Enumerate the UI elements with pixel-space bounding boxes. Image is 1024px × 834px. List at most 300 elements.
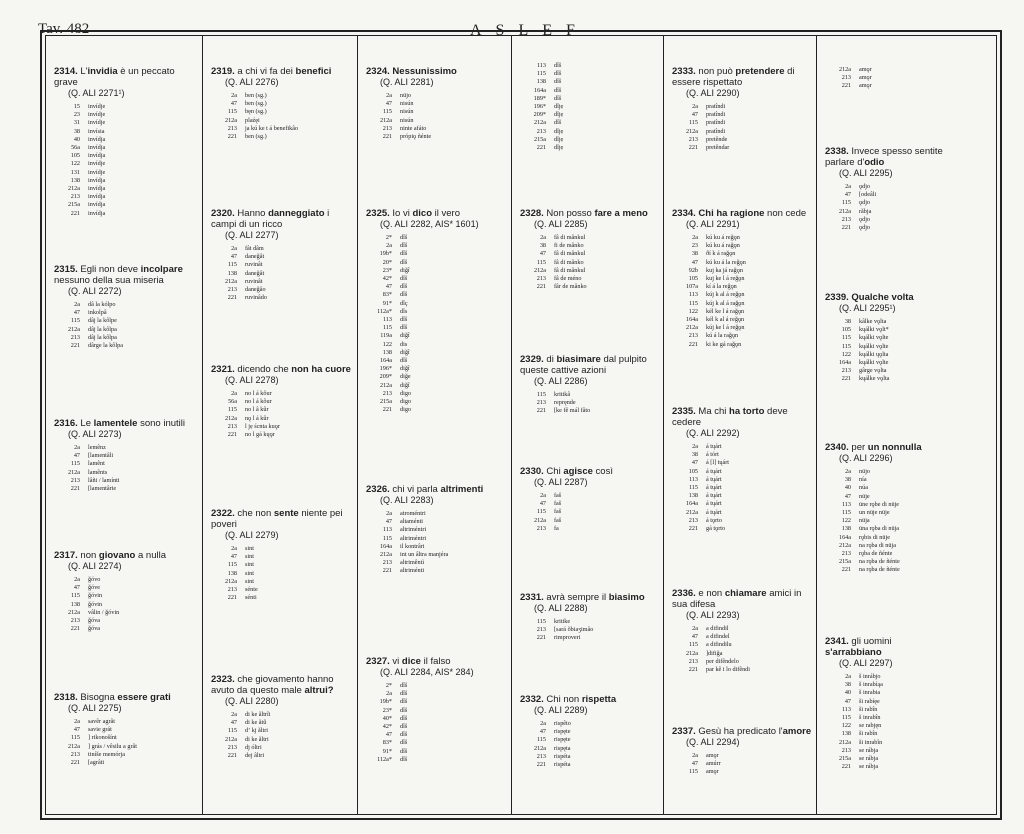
entry-title [54, 418, 198, 429]
survey-point: 2a [540, 234, 546, 241]
form-row [370, 526, 507, 534]
entry-prompt-text: amici in sua difesa [672, 588, 802, 610]
dialect-form: ǫdjo [859, 199, 871, 207]
survey-point: 115 [382, 108, 392, 116]
form-row [676, 332, 812, 340]
form-row [676, 525, 812, 533]
dialect-form: [lamentârie [88, 485, 117, 493]
form-row [829, 534, 950, 542]
dialect-form: nisún [400, 100, 414, 108]
survey-point: 212a [533, 119, 546, 127]
survey-point: 221 [841, 566, 851, 574]
survey-point: 2a [74, 444, 80, 451]
entry-number: 2328. [520, 208, 547, 219]
page-frame-inner [45, 35, 997, 815]
entry-prompt-text: niente pei poveri [211, 508, 343, 530]
survey-point: 213 [688, 657, 698, 665]
form-row [524, 500, 659, 508]
dialect-form: dîš [400, 755, 408, 763]
survey-point: 2* [385, 682, 392, 689]
entry-title [54, 692, 198, 703]
entry-reference: (Q. ALI 2272) [68, 286, 122, 296]
dialect-form: á tųárt [706, 500, 722, 508]
dialect-form: kųálki vǫlte [859, 359, 889, 367]
dialect-form: kúj k al á raǧǫn [706, 299, 745, 307]
dialect-form: kú ku á reǧǫn [706, 234, 740, 241]
dialect-form: altrimêntì [400, 559, 425, 567]
dialect-form: [ke fê mál fâto [554, 407, 591, 415]
entry-reference: (Q. ALI 2280) [225, 696, 279, 706]
form-row [58, 444, 198, 452]
dialect-form: invídje [88, 160, 106, 168]
survey-point: 221 [536, 634, 546, 642]
dialect-form: dis [400, 340, 408, 348]
dialect-form: na rǫba di nüja [859, 541, 896, 549]
form-row [58, 193, 198, 201]
survey-point: 189* [533, 94, 546, 102]
dialect-form: plaźęi [245, 116, 260, 124]
form-row [58, 576, 198, 584]
form-row [215, 744, 353, 752]
survey-point: 2a [231, 711, 237, 718]
survey-point: 164a [379, 357, 392, 365]
entry-reference: (Q. ALI 2297) [839, 658, 893, 668]
survey-point: 115 [382, 324, 392, 332]
form-row [829, 493, 950, 501]
form-row [58, 452, 198, 460]
entry-title [672, 66, 812, 88]
survey-point: 2a [845, 468, 851, 475]
dialect-form: dîs [400, 307, 408, 315]
entry-headword: lamentele [93, 418, 138, 429]
dialect-form: invídja [88, 176, 106, 184]
entry-reference: (Q. ALI 2283) [380, 495, 434, 505]
survey-point: 221 [841, 82, 851, 90]
survey-point: 122 [841, 517, 851, 525]
form-row [58, 485, 198, 493]
form-row [829, 476, 950, 484]
form-row [370, 133, 507, 141]
dialect-form: própiǫ ñénte [400, 133, 432, 141]
dialect-form: invídje [88, 168, 106, 176]
map-entry [520, 592, 659, 643]
survey-point: 23 [73, 111, 80, 119]
form-row [58, 334, 198, 342]
map-entry [211, 364, 353, 439]
entry-prompt-text: i campi di un ricco [211, 208, 330, 230]
entry-number: 2322. [211, 508, 238, 519]
entry-headword: altrimenti [440, 484, 484, 495]
survey-point: 213 [688, 516, 698, 524]
entry-prompt-text: non può [698, 66, 736, 77]
survey-point: 212a [224, 116, 237, 124]
dialect-form: ben (sg.) [245, 100, 267, 108]
dialect-form: nǫ l á kûr [245, 414, 269, 422]
dialect-form: á tųárt [706, 467, 722, 475]
survey-point: 213 [382, 124, 392, 132]
survey-point: 212a [67, 742, 80, 750]
dialect-form: tiníše memórja [88, 750, 125, 758]
survey-point: 213 [382, 389, 392, 397]
survey-point: 221 [70, 625, 80, 633]
entry-title [825, 636, 950, 658]
map-entry [672, 588, 812, 674]
form-row [829, 509, 950, 517]
form-row [676, 267, 812, 275]
survey-point: 138 [536, 78, 546, 86]
dialect-form: ]difiǧa [706, 649, 723, 657]
survey-point: 213 [227, 743, 237, 751]
form-row [524, 275, 659, 283]
form-row [676, 459, 812, 467]
dialect-form: kųálki vǫlt* [859, 326, 889, 334]
dialect-form: kųálki vǫlte [859, 342, 889, 350]
entry-number: 2340. [825, 442, 852, 453]
survey-point: 31 [73, 119, 80, 127]
map-entry [825, 146, 950, 232]
survey-point: 221 [688, 340, 698, 348]
dialect-forms [524, 62, 659, 152]
dialect-form: ðí k á raǧǫn [706, 250, 736, 258]
entry-headword: sente [273, 508, 299, 519]
form-row [829, 681, 950, 689]
dialect-form: dîš [400, 258, 408, 266]
form-row [524, 391, 659, 399]
form-row [215, 245, 353, 253]
form-row [215, 117, 353, 125]
form-row [58, 592, 198, 600]
survey-point: 213 [382, 559, 392, 567]
form-row [58, 625, 198, 633]
dialect-form: amǫr [706, 752, 719, 759]
map-entry [520, 62, 659, 152]
entry-prompt-text: non [80, 550, 99, 561]
dialect-form: ] grás / vêsilu a grât [88, 742, 137, 750]
survey-point: 40* [382, 714, 392, 722]
dialect-forms [524, 391, 659, 416]
entry-reference: (Q. ALI 2293) [686, 610, 740, 620]
form-row [524, 525, 659, 533]
dialect-form: vâlin / ǧóvin [88, 608, 120, 616]
entry-prompt-text: Invece spesso sentite parlare d' [825, 146, 943, 168]
form-row [370, 390, 507, 398]
dialect-form: sint [245, 561, 254, 569]
dialect-form: dîjẹ [554, 111, 564, 119]
form-row [524, 618, 659, 626]
entry-headword: Nessunissimo [392, 66, 457, 77]
entry-number: 2338. [825, 146, 852, 157]
entry-headword: essere grati [117, 692, 171, 703]
form-row [58, 743, 198, 751]
dialect-form: sint [245, 577, 254, 585]
survey-point: 113 [688, 475, 698, 483]
survey-point: 213 [227, 422, 237, 430]
survey-point: 115 [227, 108, 237, 116]
survey-point: 42* [382, 723, 392, 731]
dialect-form: dîš [400, 291, 408, 299]
entry-headword: benefici [295, 66, 332, 77]
survey-point: 47 [230, 553, 237, 561]
entry-headword: non ha cuore [291, 364, 351, 375]
form-row [524, 95, 659, 103]
survey-point: 47 [230, 100, 237, 108]
dialect-forms [524, 618, 659, 643]
survey-point: 115 [841, 714, 851, 722]
entry-prompt-text: vi [392, 656, 402, 667]
form-row [524, 136, 659, 144]
dialect-form: faš [554, 492, 562, 499]
entry-headword: amore [782, 726, 812, 737]
dialect-form: dâ la kólpo [88, 301, 116, 308]
survey-point: 91* [382, 299, 392, 307]
dialect-form: ben (sg.) [245, 133, 267, 141]
survey-point: 91* [382, 747, 392, 755]
form-row [58, 617, 198, 625]
survey-point: 2a [386, 242, 392, 250]
dialect-form: ruvinât [245, 261, 263, 269]
dialect-form: rǎbja [859, 207, 872, 215]
survey-point: 2a [74, 718, 80, 725]
entry-headword: Chi ha ragione [698, 208, 765, 219]
dialect-form: no l á kôur [245, 390, 272, 397]
form-row [370, 341, 507, 349]
plate-number: Tav. 482 [38, 21, 90, 37]
map-entry [825, 66, 950, 91]
survey-point: 212a [224, 735, 237, 743]
survey-point: 105 [70, 152, 80, 160]
survey-point: 212a [224, 277, 237, 285]
survey-point: 209* [533, 111, 546, 119]
entry-prompt-text: gli uomini [851, 636, 892, 647]
dialect-forms [829, 673, 950, 771]
survey-point: 212a [67, 185, 80, 193]
entry-title [672, 208, 812, 219]
entry-title [366, 656, 507, 667]
dialect-forms [215, 390, 353, 439]
dialect-form: digo [400, 406, 412, 414]
entry-headword: giovano [98, 550, 136, 561]
form-row [676, 443, 812, 451]
form-row [215, 545, 353, 553]
form-row [829, 66, 950, 74]
entry-headword: fare a meno [594, 208, 648, 219]
form-row [676, 650, 812, 658]
form-row [829, 326, 950, 334]
dialect-form: dj óltri [245, 743, 262, 751]
survey-point: 213 [841, 74, 851, 82]
dialect-form: dîš [400, 690, 408, 698]
survey-point: 47 [230, 253, 237, 261]
form-row [370, 365, 507, 373]
form-row [524, 267, 659, 275]
entry-prompt-text: chi vi parla [392, 484, 441, 495]
form-row [524, 103, 659, 111]
survey-point: 47 [385, 731, 392, 739]
entry-reference: (Q. ALI 2292) [686, 428, 740, 438]
form-row [829, 367, 950, 375]
entry-prompt-text: L' [80, 66, 88, 77]
dialect-form: fâ di mânko [554, 258, 584, 266]
form-row [370, 324, 507, 332]
survey-point: 212a [838, 66, 851, 73]
entry-title [54, 550, 198, 561]
survey-point: 221 [227, 752, 237, 760]
dialect-form: pratîndi [706, 103, 726, 110]
dialect-form: pratîndi [706, 119, 726, 127]
survey-point: 19b* [379, 250, 392, 258]
entry-number: 2331. [520, 592, 547, 603]
entry-prompt-text: il falso [420, 656, 451, 667]
form-row [524, 492, 659, 500]
dialect-form: á tųárt [706, 484, 722, 492]
survey-point: 115 [70, 460, 80, 468]
survey-point: 2a [386, 690, 392, 698]
form-row [370, 291, 507, 299]
dialect-form: š inrabíąa [859, 681, 883, 689]
survey-point: 115 [227, 727, 237, 735]
dialect-form: invídja [88, 201, 106, 209]
form-row [676, 144, 812, 152]
form-row [524, 62, 659, 70]
survey-point: 221 [382, 133, 392, 141]
entry-number: 2336. [672, 588, 699, 599]
form-row [215, 752, 353, 760]
dialect-form: dîjẹ [554, 144, 564, 152]
dialect-form: diǧî [400, 332, 410, 340]
survey-point: 122 [70, 160, 80, 168]
survey-point: 2a [231, 390, 237, 397]
form-row [58, 584, 198, 592]
form-row [524, 111, 659, 119]
entry-title [520, 592, 659, 603]
dialect-form: dîš [400, 283, 408, 291]
entry-number: 2339. [825, 292, 852, 303]
map-entry [366, 656, 507, 764]
survey-point: 212a [379, 116, 392, 124]
form-row [370, 406, 507, 414]
survey-point: 213 [70, 476, 80, 484]
form-row [676, 625, 812, 633]
map-entry [672, 208, 812, 349]
form-row [829, 755, 950, 763]
survey-point: 212a [67, 608, 80, 616]
survey-point: 212a [685, 127, 698, 135]
form-row [215, 711, 353, 719]
entry-headword: dico [412, 208, 433, 219]
dialect-form: kú ku á la reǧǫn [706, 258, 746, 266]
form-row [676, 111, 812, 119]
survey-point: 38 [691, 451, 698, 459]
form-row [829, 183, 950, 191]
dialect-form: lâñi / lamínti [88, 476, 120, 484]
entry-prompt-text: Ma chi [698, 406, 730, 417]
survey-point: 38 [691, 250, 698, 258]
survey-point: 221 [70, 342, 80, 350]
form-row [215, 406, 353, 414]
form-row [370, 698, 507, 706]
survey-point: 47 [691, 111, 698, 119]
dialect-form: ši rabîn [859, 730, 878, 738]
form-row [676, 492, 812, 500]
form-row [215, 100, 353, 108]
dialect-form: ninte afáto [400, 124, 427, 132]
dialect-form: di ke ǎltri [245, 735, 269, 743]
survey-point: 213 [70, 333, 80, 341]
survey-point: 47 [691, 760, 698, 768]
survey-point: 212a [838, 738, 851, 746]
survey-point: 2a [692, 752, 698, 759]
form-row [676, 300, 812, 308]
dialect-form: kú á la raǧǫn [706, 332, 739, 340]
entry-reference: (Q. ALI 2285) [534, 219, 588, 229]
dialect-forms [58, 301, 198, 350]
survey-point: 213 [70, 617, 80, 625]
entry-title [520, 694, 659, 705]
survey-point: 113 [841, 705, 851, 713]
dialect-form: fâ di mânkul [554, 234, 586, 241]
form-row [370, 510, 507, 518]
running-head [0, 10, 1024, 39]
form-row [676, 509, 812, 517]
survey-point: 115 [536, 618, 546, 625]
dialect-forms [829, 183, 950, 232]
survey-point: 47 [385, 518, 392, 526]
dialect-form: dîš [400, 682, 408, 689]
form-row [370, 551, 507, 559]
dialect-form: atroméntri [400, 510, 426, 517]
form-row [829, 216, 950, 224]
form-row [524, 128, 659, 136]
entry-number: 2321. [211, 364, 238, 375]
form-row [829, 191, 950, 199]
dialect-form: nüjo [859, 468, 871, 475]
survey-point: 23* [382, 706, 392, 714]
dialect-form: dîš [400, 714, 408, 722]
entry-number: 2334. [672, 208, 699, 219]
entry-number: 2329. [520, 354, 547, 365]
survey-point: 221 [70, 209, 80, 217]
entry-prompt-text: di essere rispettato [672, 66, 795, 88]
survey-point: 209* [379, 373, 392, 381]
dialect-form: dîš [554, 78, 562, 86]
dialect-form: kúj k al á reǧǫn [706, 291, 745, 299]
survey-point: 213 [841, 367, 851, 375]
map-entry [520, 208, 659, 291]
survey-point: 112a* [377, 307, 392, 315]
form-row [215, 278, 353, 286]
survey-point: 138 [841, 730, 851, 738]
entry-headword: incolpare [140, 264, 183, 275]
dialect-form: dîš [400, 316, 408, 324]
dialect-form: gá tǫrto [706, 525, 726, 533]
survey-point: 38 [73, 127, 80, 135]
form-row [676, 250, 812, 258]
entry-prompt-text: Io vi [392, 208, 413, 219]
dialect-form: daneǧât [245, 269, 265, 277]
dialect-form: dîš [400, 234, 408, 241]
form-row [58, 726, 198, 734]
survey-point: 213 [227, 124, 237, 132]
survey-point: 215a [838, 755, 851, 763]
dialect-form: gârge vǫlta [859, 367, 887, 375]
entry-reference: (Q. ALI 2276) [225, 77, 279, 87]
dialect-form: invídja [88, 144, 106, 152]
dialect-form: rispêto [554, 720, 571, 727]
survey-point: 47 [844, 191, 851, 199]
form-row [370, 567, 507, 575]
entry-reference: (Q. ALI 2282, AIS* 1601) [380, 219, 479, 229]
survey-point: 2a [540, 492, 546, 499]
